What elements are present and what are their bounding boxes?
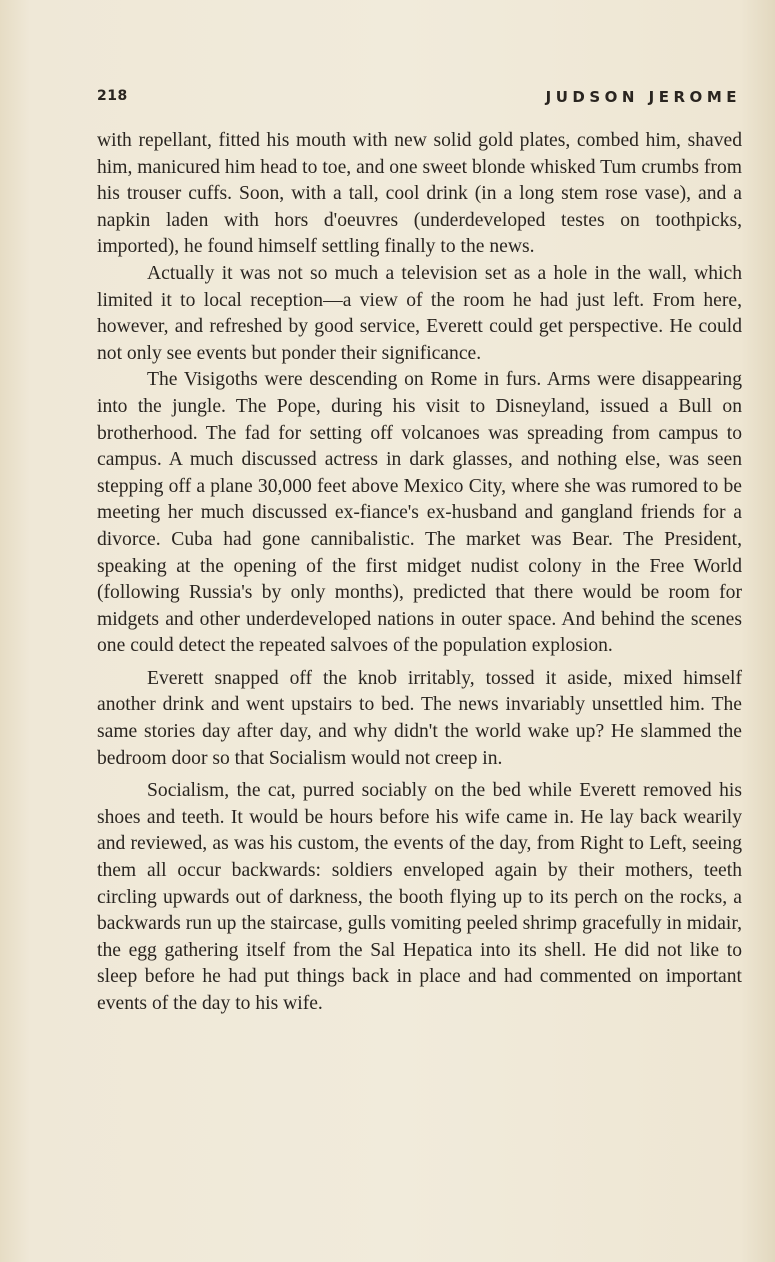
paragraph-5: Socialism, the cat, purred sociably on the bed while Everett removed his shoes and teeth. It would be hours before his wife came in. He lay back wearily and reviewed, as was his custom, the events of the day, from Right to Left, seeing them all occur backwards: soldiers enveloped again by their mothers, teeth circling upwards out of darkness, the booth flying up to its perch on the rocks, a backwards run up the staircase, gulls vomiting peeled shrimp gracefully in midair, the egg gathering itself from the Sal Hepatica into its shell. He did not like to sleep before he had put things back in place and had commented on important events of the day to his wife. bbox=[97, 780, 742, 1014]
running-head-author: JUDSON JEROME bbox=[545, 88, 741, 106]
paragraph-4: Everett snapped off the knob irritably, tossed it aside, mixed himself another drink and went upstairs to bed. The news invariably unsettled him. The same stories day after day, and why didn't the world wake up? He slammed the bedroom door so that Socialism would not creep in. bbox=[97, 667, 742, 769]
page-number: 218 bbox=[97, 88, 128, 104]
paragraph-1: with repellant, fitted his mouth with new solid gold plates, combed him, shaved him, manicured him head to toe, and one sweet blonde whisked Tum crumbs from his trouser cuffs. Soon, with a tall, cool drink (in a long stem rose vase), and a napkin laden with hors d'oeuvres (underdeveloped testes on toothpicks, imported), he found himself settling finally to the news. bbox=[97, 130, 742, 258]
running-head bbox=[97, 88, 741, 112]
body-text bbox=[97, 128, 742, 1018]
paragraph-2: Actually it was not so much a television set as a hole in the wall, which limited it to local reception—a view of the room he had just left. From here, however, and refreshed by good service, Everett could get perspective. He could not only see events but ponder their significance. bbox=[97, 262, 742, 364]
paragraph-3: The Visigoths were descending on Rome in furs. Arms were disappearing into the jungle. The Pope, during his visit to Disneyland, issued a Bull on brotherhood. The fad for setting off volcanoes was spreading from campus to campus. A much discussed actress in dark glasses, and nothing else, was seen stepping off a plane 30,000 feet above Mexico City, where she was rumored to be meeting her much discussed ex-fiance's ex-husband and gangland friends for a divorce. Cuba had gone cannibalistic. The market was Bear. The President, speaking at the opening of the first midget nudist colony in the Free World (following Russia's by only months), predicted that there would be room for midgets and other underdeveloped nations in outer space. And behind the scenes one could detect the repeated salvoes of the population explosion. bbox=[97, 369, 742, 657]
